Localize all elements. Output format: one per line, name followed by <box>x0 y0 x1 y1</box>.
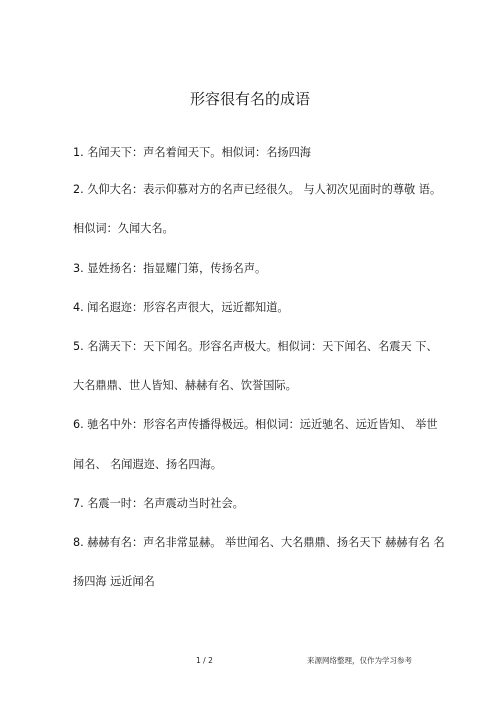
body-line-9: 闻名、 名闻遐迩、扬名四海。 <box>73 458 222 471</box>
body-line-4: 3. 显姓扬名：指显耀门第，传扬名声。 <box>73 262 267 275</box>
source-note: 来源网络整理，仅作为学习参考 <box>307 656 412 665</box>
body-line-3: 相似词：久闻大名。 <box>73 222 174 235</box>
body-line-2: 2. 久仰大名：表示仰慕对方的名声已经很久。 与人初次见面时的尊敬 语。 <box>73 183 442 196</box>
body-line-5: 4. 闻名遐迩：形容名声很大，远近都知道。 <box>73 301 289 314</box>
document-title: 形容很有名的成语 <box>189 90 310 108</box>
page-number: 1 / 2 <box>196 656 213 665</box>
body-line-10: 7. 名震一时：名声震动当时社会。 <box>73 497 244 510</box>
body-line-12: 扬四海 远近闻名 <box>73 575 155 588</box>
body-line-11: 8. 赫赫有名：声名非常显赫。 举世闻名、大名鼎鼎、扬名天下 赫赫有名 名 <box>73 536 445 549</box>
body-line-6: 5. 名满天下：天下闻名。形容名声极大。相似词：天下闻名、名震天 下、 <box>73 340 438 353</box>
body-line-8: 6. 驰名中外：形容名声传播得极远。相似词：远近驰名、远近皆知、 举世 <box>73 418 438 431</box>
body-line-1: 1. 名闻天下：声名着闻天下。相似词：名扬四海 <box>73 146 311 159</box>
body-line-7: 大名鼎鼎、世人皆知、赫赫有名、饮誉国际。 <box>73 379 297 392</box>
